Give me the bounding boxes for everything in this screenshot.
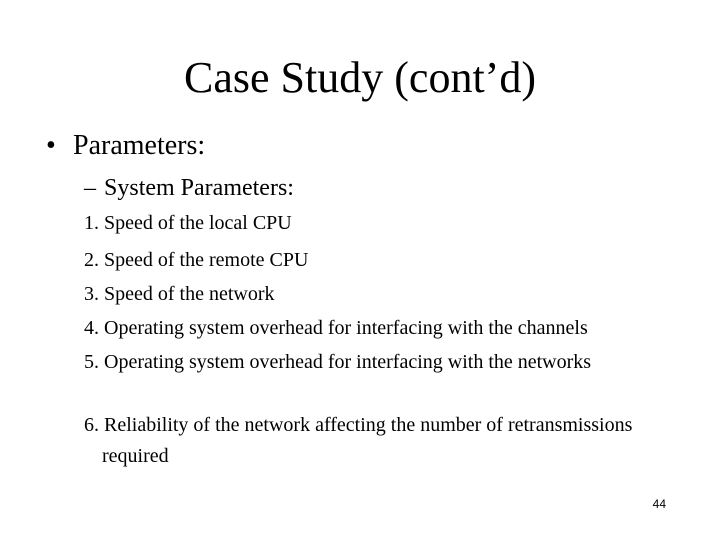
- slide-title: Case Study (cont’d): [184, 53, 536, 102]
- list-item: 3. Speed of the network: [84, 283, 275, 305]
- bullet-marker: •: [46, 130, 56, 161]
- list-item: 5. Operating system overhead for interfacing with the networks: [84, 351, 592, 373]
- list-item: 6. Reliability of the network affecting the number of retransmissions required: [84, 414, 633, 467]
- list-item: 2. Speed of the remote CPU: [84, 249, 309, 271]
- bullet-parameters: [46, 128, 205, 164]
- list-item: 1. Speed of the local CPU: [84, 212, 292, 234]
- list-item: 4. Operating system overhead for interfacing with the channels: [84, 317, 588, 339]
- bullet-text: Parameters:: [73, 130, 206, 161]
- sub-bullet-system-parameters: [84, 172, 294, 204]
- sub-bullet-marker: –: [84, 175, 96, 201]
- page-number: 44: [652, 497, 666, 511]
- sub-bullet-text: System Parameters:: [104, 175, 294, 201]
